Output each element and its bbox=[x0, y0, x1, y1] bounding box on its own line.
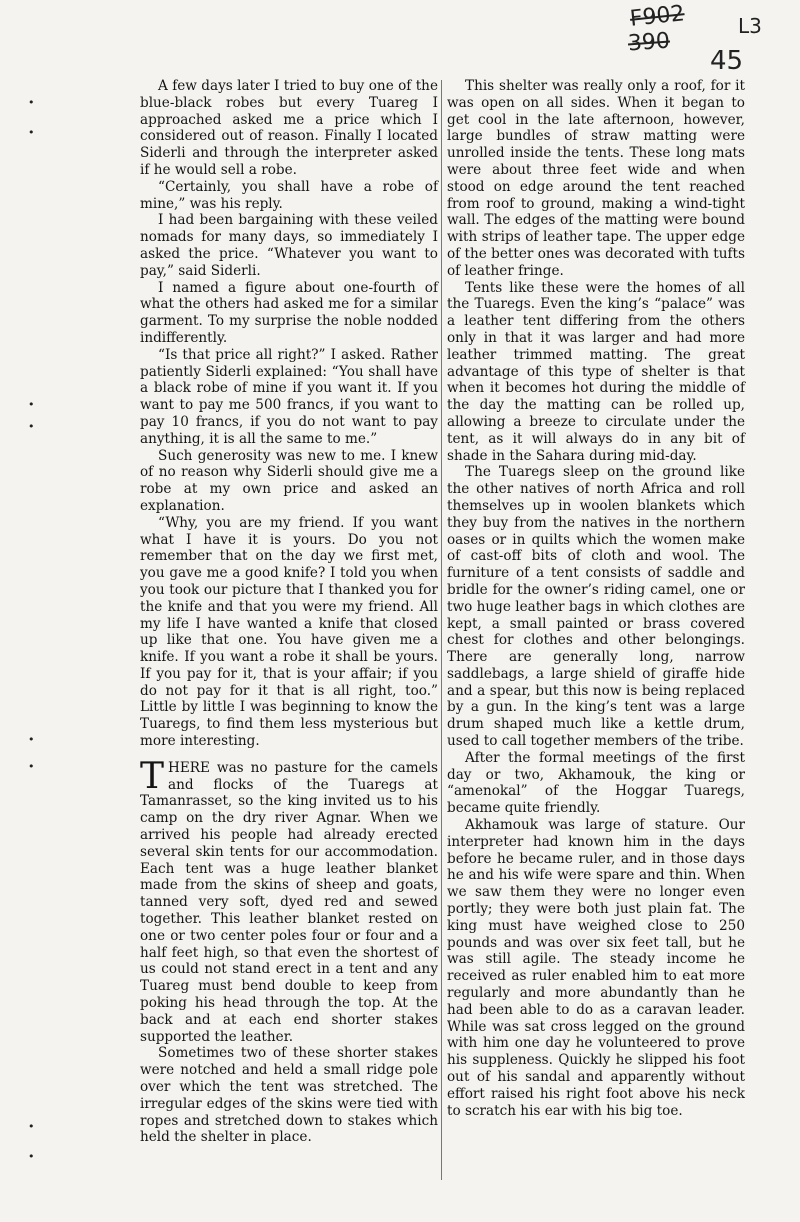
paragraph: “Certainly, you shall have a robe of mine,” was his reply. bbox=[140, 178, 438, 212]
sheet-code: L3 bbox=[738, 14, 762, 38]
right-column bbox=[447, 78, 745, 1119]
paragraph: Sometimes two of these shorter stakes were notched and held a small ridge pole over which the tent was stretched. The irregular edges of the skins were tied with ropes and stretched down to stakes which held the shelter in place. bbox=[140, 1045, 438, 1146]
margin-dot: • bbox=[28, 1120, 35, 1133]
handwritten-code-1: F902 bbox=[628, 1, 686, 32]
paragraph: This shelter was really only a roof, for it was open on all sides. When it began to get cool in the late afternoon, however, large bundles of straw matting were unrolled inside the tents. These long mats were about three feet wide and when stood on edge around the tent reached from roof to ground, making a wind-tight wall. The edges of the matting were bound with strips of leather tape. The upper edge of the better ones was decorated with tufts of leather fringe. bbox=[447, 78, 745, 279]
margin-dot: • bbox=[28, 96, 35, 109]
paragraph: I named a figure about one-fourth of what the others had asked me for a similar garment. To my surprise the noble nodded indifferently. bbox=[140, 279, 438, 346]
margin-dot: • bbox=[28, 733, 35, 746]
margin-dot: • bbox=[28, 1150, 35, 1163]
page-number: 45 bbox=[710, 46, 744, 76]
paragraph: Akhamouk was large of stature. Our interpreter had known him in the days before he became ruler, and in those days he and his wife were spare and thin. When we saw them they were no longer even portly; they were both just plain fat. The king must have weighed close to 250 pounds and was over six feet tall, but he was still agile. The steady income he received as ruler enabled him to eat more regularly and more abundantly than he had been able to do as a caravan leader. While was sat cross legged on the ground with him one day he volunteered to prove his suppleness. Quickly he slipped his foot out of his sandal and apparently without effort raised his right foot above his neck to scratch his ear with his big toe. bbox=[447, 817, 745, 1119]
paragraph: After the formal meetings of the first day or two, Akhamouk, the king or “amenokal” of the Hoggar Tuaregs, became quite friendly. bbox=[447, 749, 745, 817]
section-paragraph bbox=[140, 755, 438, 1046]
paragraph: Such generosity was new to me. I knew of no reason why Siderli should give me a robe at my own price and asked an explanation. bbox=[140, 447, 438, 514]
margin-dot: • bbox=[28, 760, 35, 773]
paragraph: A few days later I tried to buy one of the blue-black robes but every Tuareg I approached asked me a price which I considered out of reason. Finally I located Siderli and through the interpreter asked if he would sell a robe. bbox=[140, 78, 438, 178]
margin-dot: • bbox=[28, 126, 35, 139]
paragraph: “Is that price all right?” I asked. Rather patiently Siderli explained: “You shall have a black robe of mine if you want it. If you want to pay me 500 francs, if you want to pay 10 francs, if you do not want to pay anything, it is all the same to me.” bbox=[140, 346, 438, 447]
margin-dot: • bbox=[28, 420, 35, 433]
margin-dot: • bbox=[28, 398, 35, 411]
drop-cap: T bbox=[140, 755, 165, 797]
section-text: HERE was no pasture for the camels and flocks of the Tuaregs at Tamanrasset, so the king invited us to his camp on the dry river Agnar. When we arrived his people had already erected several skin tents for our accommodation. Each tent was a huge leather blanket made from the skins of sheep and goats, tanned very soft, dyed red and sewed together. This leather blanket rested on one or two center poles four or four and a half feet high, so that even the shortest of us could not stand erect in a tent and any Tuareg must bend double to keep from poking his head through the top. At the back and at each end shorter stakes supported the leather. bbox=[140, 759, 438, 1045]
left-column bbox=[140, 78, 438, 1146]
paragraph: I had been bargaining with these veiled nomads for many days, so immediately I asked the price. “Whatever you want to pay,” said Siderli. bbox=[140, 212, 438, 279]
handwritten-code-2: 390 bbox=[627, 28, 671, 57]
paragraph: Tents like these were the homes of all the Tuaregs. Even the king’s “palace” was a leather tent differing from the others only in that it was larger and had more leather trimmed matting. The great advantage of this type of shelter is that when it becomes hot during the middle of the day the matting can be rolled up, allowing a breeze to circulate under the tent, as it will always do in any bit of shade in the Sahara during mid-day. bbox=[447, 279, 745, 464]
column-divider bbox=[441, 80, 442, 1180]
paragraph: The Tuaregs sleep on the ground like the other natives of north Africa and roll themselves up in woolen blankets which they buy from the natives in the northern oases or in quilts which the women make of cast-off bits of cloth and wool. The furniture of a tent consists of saddle and bridle for the owner’s riding camel, one or two huge leather bags in which clothes are kept, a small painted or brass covered chest for clothes and other belongings. There are generally long, narrow saddlebags, a large shield of giraffe hide and a spear, but this now is being replaced by a gun. In the king’s tent was a large drum shaped much like a kettle drum, used to call together members of the tribe. bbox=[447, 464, 745, 750]
paragraph: “Why, you are my friend. If you want what I have it is yours. Do you not remember that on the day we first met, you gave me a good knife? I told you when you took our picture that I thanked you for the knife and that you were my friend. All my life I have wanted a knife that closed up like that one. You have given me a knife. If you want a robe it shall be yours. If you pay for it, that is your affair; if you do not pay for it that is all right, too.” Little by little I was beginning to know the Tuaregs, to find them less mysterious but more interesting. bbox=[140, 514, 438, 750]
